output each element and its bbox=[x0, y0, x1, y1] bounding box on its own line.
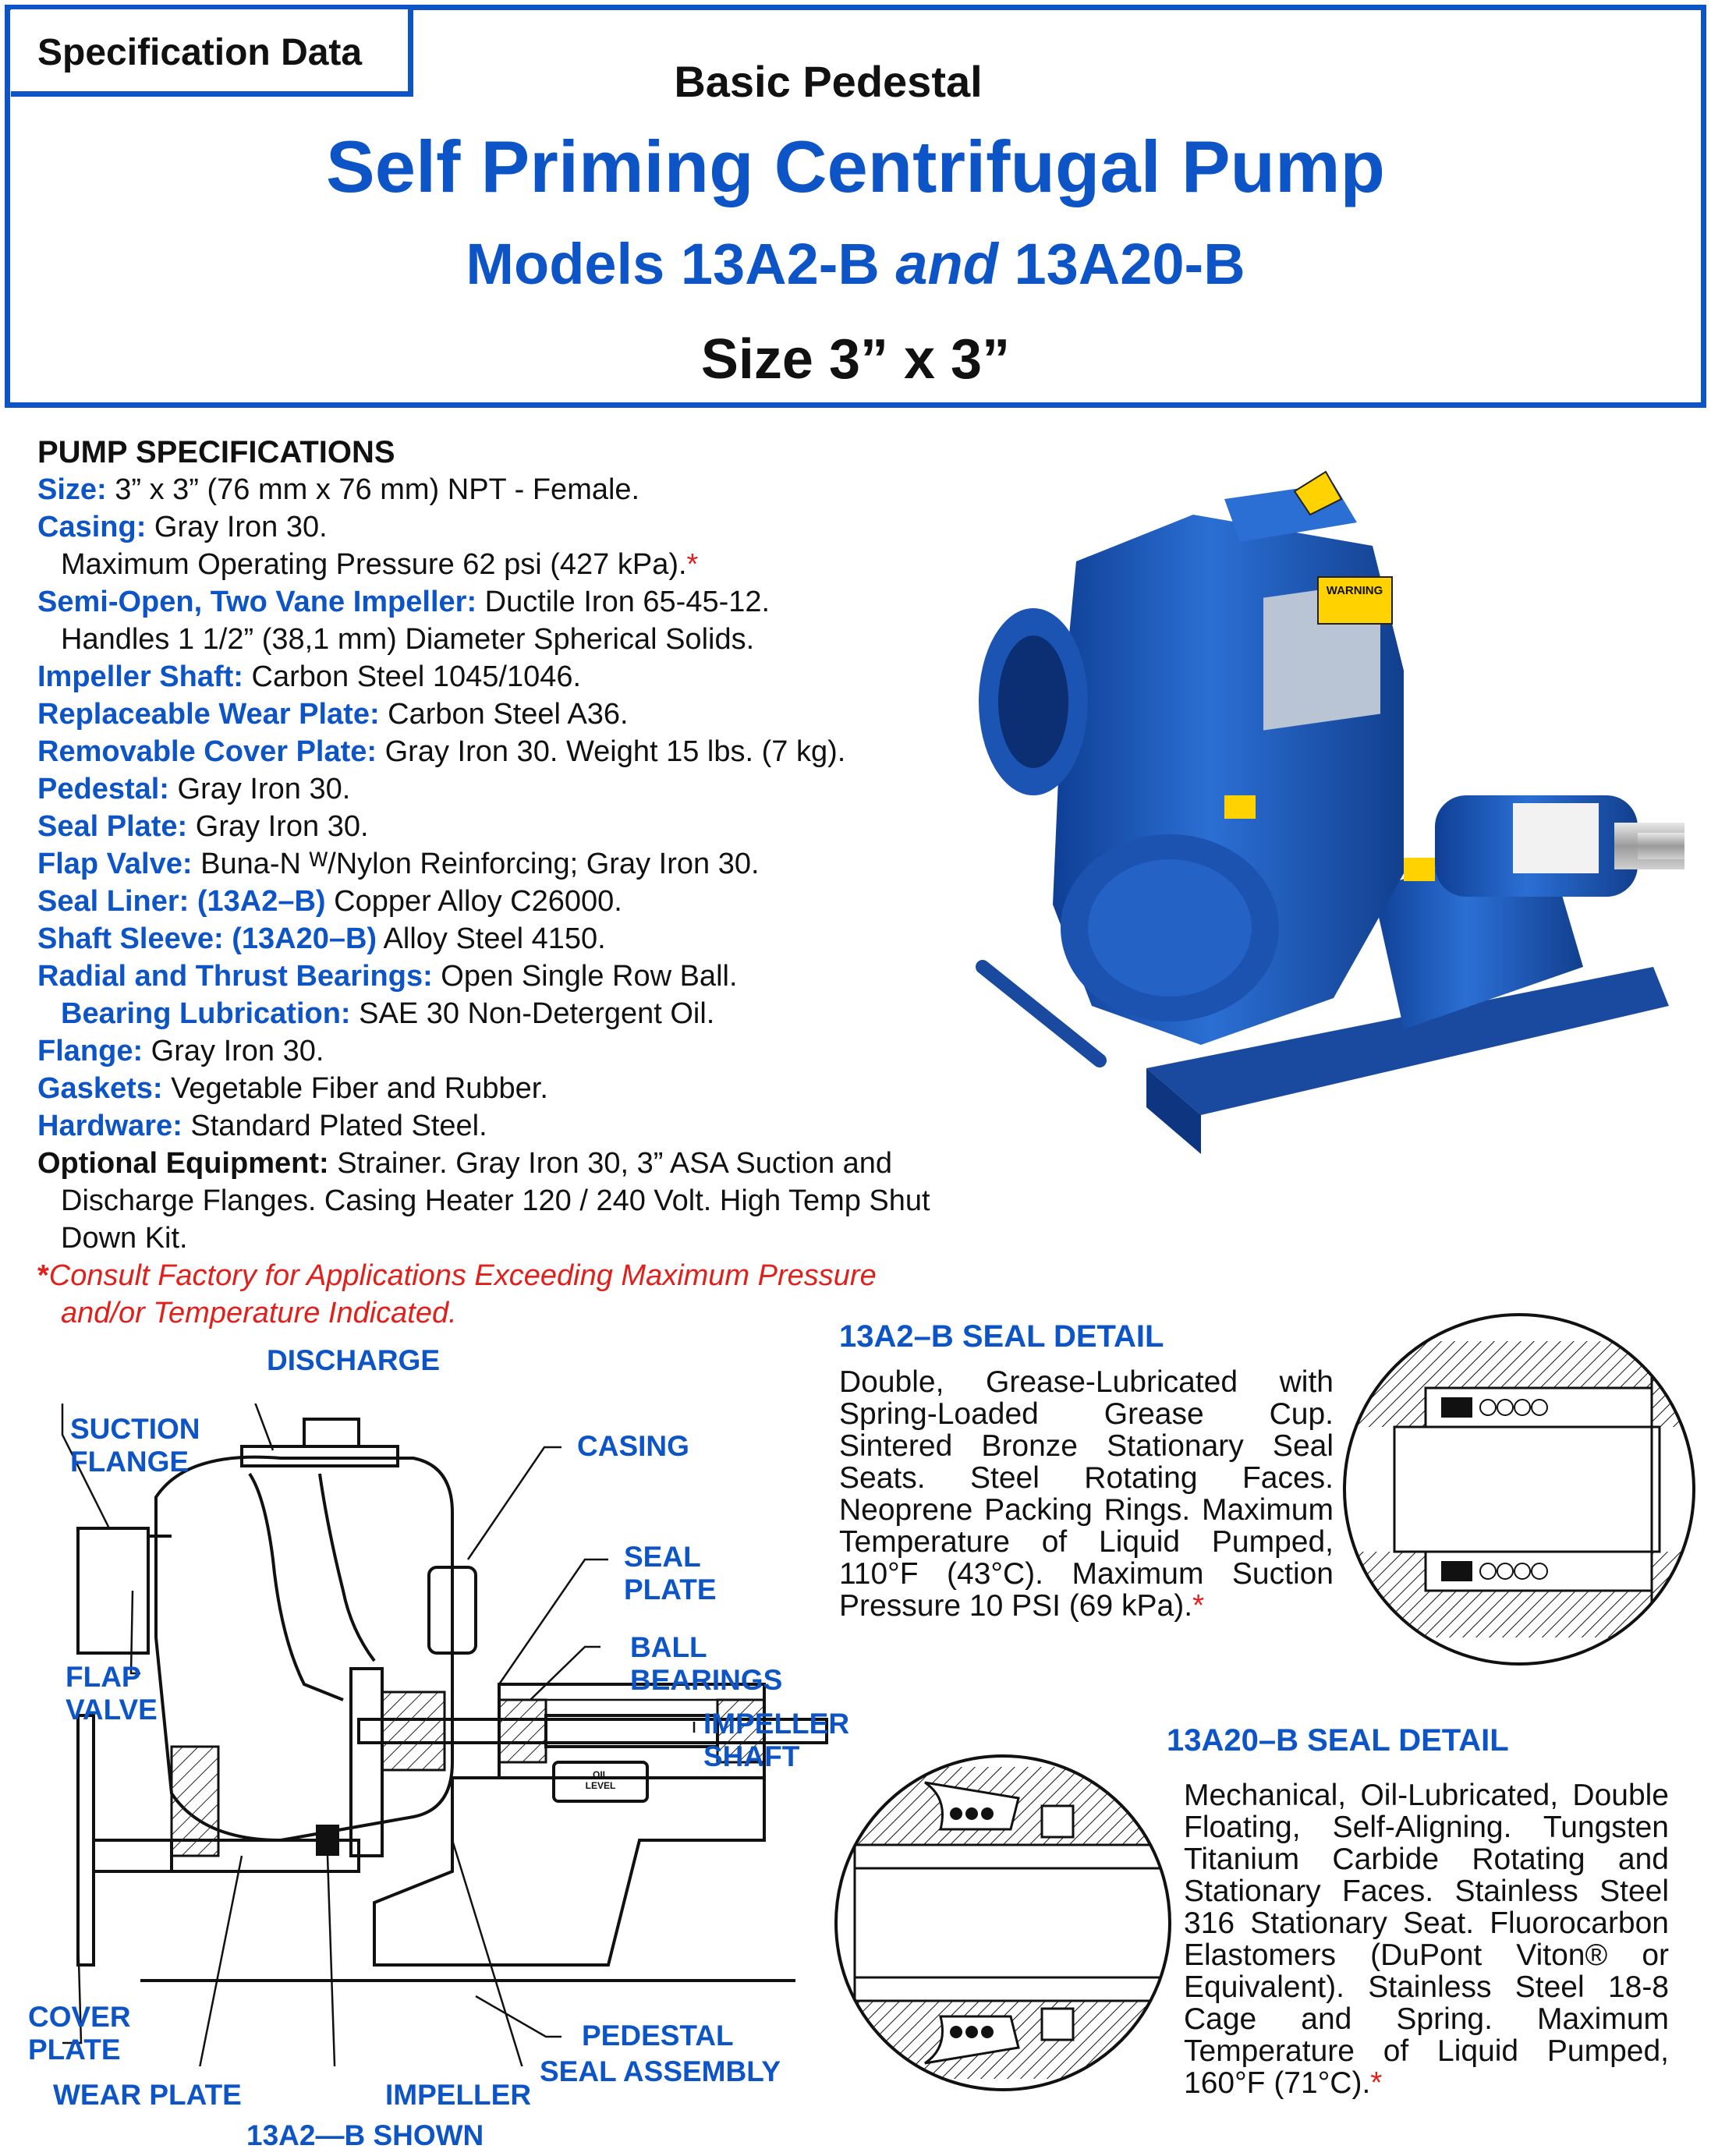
label-flap-valve: FLAP VALVE bbox=[66, 1661, 158, 1726]
label-seal-assembly: SEAL ASSEMBLY bbox=[540, 2055, 781, 2087]
specs-heading: PUMP SPECIFICATIONS bbox=[37, 435, 395, 469]
pump-specifications bbox=[37, 434, 942, 1332]
label-13a2-shown: 13A2—B SHOWN bbox=[246, 2119, 484, 2151]
label-pedestal: PEDESTAL bbox=[582, 2020, 734, 2052]
seal-13a2-title: 13A2–B SEAL DETAIL bbox=[839, 1319, 1164, 1354]
pump-photo bbox=[967, 468, 1684, 1201]
header-divider bbox=[5, 402, 1706, 408]
spec-list bbox=[37, 471, 942, 1145]
warning-label-text: WARNING bbox=[1326, 584, 1383, 597]
spec-item: Casing: Gray Iron 30. bbox=[37, 511, 328, 543]
spec-item: Seal Plate: Gray Iron 30. bbox=[37, 810, 369, 843]
spec-item: Gaskets: Vegetable Fiber and Rubber. bbox=[37, 1072, 548, 1105]
seal-13a2-diagram bbox=[1340, 1310, 1699, 1669]
spec-item: Flap Valve: Buna-N ᵂ/Nylon Reinforcing; Gray Iron 30. bbox=[37, 848, 760, 880]
models-suffix: 13A20-B bbox=[1014, 232, 1245, 296]
spec-item: Seal Liner: (13A2–B) Copper Alloy C26000. bbox=[37, 885, 622, 918]
spec-item: Maximum Operating Pressure 62 psi (427 kPa).* bbox=[61, 548, 699, 581]
label-discharge: DISCHARGE bbox=[267, 1344, 441, 1376]
spec-item: Flange: Gray Iron 30. bbox=[37, 1035, 324, 1067]
models-and: and bbox=[895, 232, 998, 296]
seal-13a2-text: Double, Grease-Lubricated with Spring-Loaded Grease Cup. Sintered Bronze Stationary Seal Seats. Steel Rotating Faces. Neoprene Packing Rings. Maximum Temperature of Liquid Pumped, 110°F (43°C). Maximum Suction Pressure 10 PSI (69 kPa).* bbox=[839, 1365, 1334, 1623]
label-cover-plate: COVER PLATE bbox=[28, 2001, 131, 2066]
seal-13a20-title: 13A20–B SEAL DETAIL bbox=[1167, 1723, 1509, 1758]
label-suction-flange: SUCTION FLANGE bbox=[70, 1413, 200, 1478]
models-line bbox=[0, 231, 1711, 297]
spec-data-tag-label: Specification Data bbox=[37, 32, 363, 73]
spec-item: Removable Cover Plate: Gray Iron 30. Weight 15 lbs. (7 kg). bbox=[37, 735, 846, 768]
oil-level-label: OIL LEVEL bbox=[585, 1769, 616, 1791]
label-ball-bearings: BALL BEARINGS bbox=[630, 1631, 783, 1696]
label-impeller-shaft: IMPELLER SHAFT bbox=[703, 1708, 850, 1772]
spec-item: Shaft Sleeve: (13A20–B) Alloy Steel 4150. bbox=[37, 922, 606, 955]
models-prefix: Models 13A2-B bbox=[466, 232, 880, 296]
spec-item: Impeller Shaft: Carbon Steel 1045/1046. bbox=[37, 660, 582, 693]
page-title: Self Priming Centrifugal Pump bbox=[326, 126, 1385, 207]
seal-13a20-text: Mechanical, Oil-Lubricated, Double Floating, Self-Aligning. Tungsten Titanium Carbide Rotating and Stationary Faces. Stainless Steel 316 Stationary Seat. Fluorocarbon Elastomers (DuPont Viton® or Equivalent). Stainless Steel 18-8 Cage and Spring. Maximum Temperature of Liquid Pumped, 160°F (71°C).* bbox=[1184, 1779, 1669, 2100]
label-impeller: IMPELLER bbox=[385, 2079, 532, 2111]
spec-item: Semi-Open, Two Vane Impeller: Ductile Iron 65-45-12. bbox=[37, 586, 770, 618]
seal-13a20-diagram bbox=[831, 1751, 1174, 2094]
spec-optional-equipment: Optional Equipment: Strainer. Gray Iron 30, 3” ASA Suction and Discharge Flanges. Casing Heater 120 / 240 Volt. High Temp Shut Down Kit. bbox=[37, 1147, 930, 1255]
spec-item: Bearing Lubrication: SAE 30 Non-Detergent Oil. bbox=[61, 997, 715, 1030]
spec-item: Replaceable Wear Plate: Carbon Steel A36. bbox=[37, 698, 629, 731]
spec-item: Size: 3” x 3” (76 mm x 76 mm) NPT - Female. bbox=[37, 473, 640, 506]
spec-footnote: *Consult Factory for Applications Exceeding Maximum Pressure and/or Temperature Indicated. bbox=[37, 1259, 877, 1329]
spec-item: Handles 1 1/2” (38,1 mm) Diameter Spherical Solids. bbox=[61, 623, 755, 656]
label-wear-plate: WEAR PLATE bbox=[53, 2079, 242, 2111]
page-subtitle: Basic Pedestal bbox=[674, 57, 983, 106]
spec-item: Pedestal: Gray Iron 30. bbox=[37, 773, 351, 805]
spec-item: Radial and Thrust Bearings: Open Single Row Ball. bbox=[37, 960, 738, 993]
size-line: Size 3” x 3” bbox=[700, 328, 1011, 391]
label-casing: CASING bbox=[577, 1430, 689, 1462]
spec-item: Hardware: Standard Plated Steel. bbox=[37, 1110, 487, 1142]
label-seal-plate: SEAL PLATE bbox=[624, 1541, 717, 1605]
